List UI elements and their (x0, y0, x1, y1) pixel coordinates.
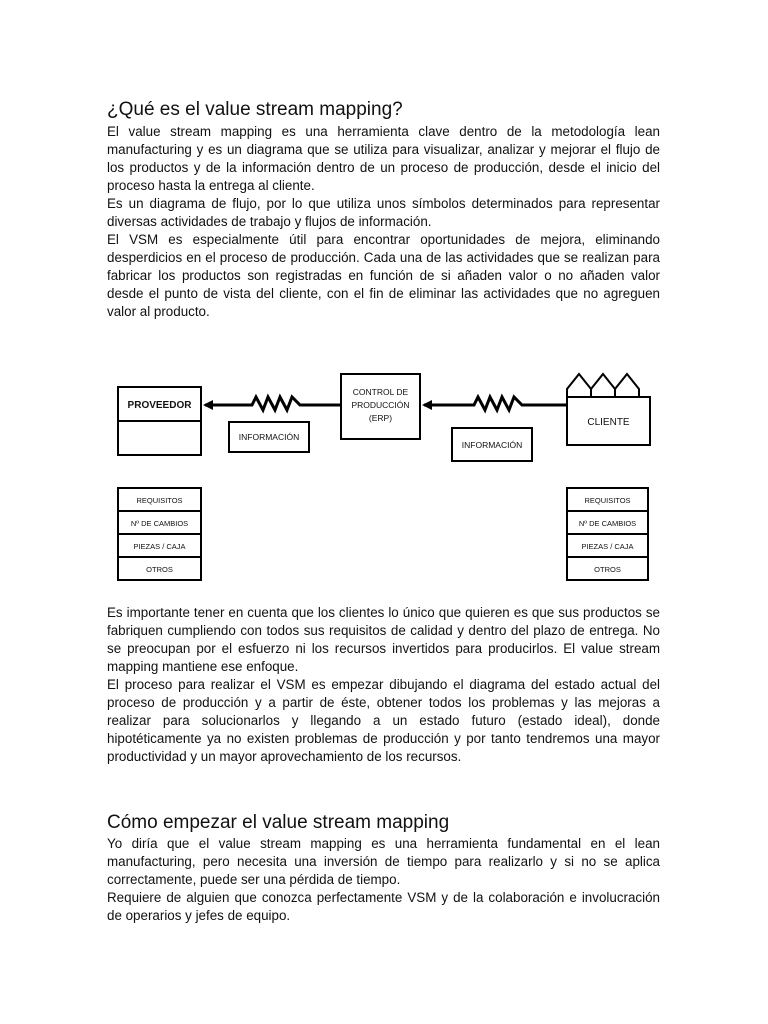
table-cell: REQUISITOS (136, 496, 183, 505)
info-flow-arrow-right (424, 397, 566, 410)
control-label-line-3: (ERP) (368, 413, 393, 423)
control-label-line-2: PRODUCCIÓN (351, 400, 410, 410)
supplier-box (118, 387, 201, 455)
intro-text (107, 123, 660, 321)
paragraph: El proceso para realizar el VSM es empezar dibujando el diagrama del estado actual del proceso de producción y a partir de éste, obtener todos los problemas y las mejoras a realizar para solucionarlos y llegando a un estado futuro (estado ideal), donde hipotéticamente ya no existen problemas de producción y por tanto tendremos una mayor productividad y un mayor aprovechamiento de los recursos. (107, 677, 660, 764)
table-cell: PIEZAS / CAJA (133, 542, 186, 551)
section-heading-what-is-vsm: ¿Qué es el value stream mapping? (107, 99, 403, 120)
production-control-box (341, 374, 420, 439)
info-label-box-left (229, 422, 309, 452)
table-cell: REQUISITOS (584, 496, 631, 505)
info-label-box-right (452, 428, 532, 461)
customer-factory-icon (567, 374, 650, 445)
customer-label: CLIENTE (587, 417, 630, 428)
vsm-diagram (0, 330, 768, 600)
customer-focus-text (107, 604, 660, 766)
supplier-data-table (118, 488, 201, 580)
table-cell: Nº DE CAMBIOS (578, 519, 637, 528)
customer-data-table (567, 488, 648, 580)
info-label-left: INFORMACIÓN (238, 432, 300, 442)
paragraph: Es un diagrama de flujo, por lo que utiliza unos símbolos determinados para representar diversas actividades de trabajo y flujos de información. (107, 196, 660, 229)
table-cell: OTROS (146, 565, 173, 574)
paragraph: Yo diría que el value stream mapping es una herramienta fundamental en el lean manufacturing, pero necesita una inversión de tiempo para realizarlo y si no se aplica correctamente, puede ser una pérdida de tiempo. (107, 836, 660, 887)
supplier-label: PROVEEDOR (127, 400, 192, 411)
control-label-line-1: CONTROL DE (352, 387, 409, 397)
section-heading-how-to-start: Cómo empezar el value stream mapping (107, 812, 450, 833)
info-label-right: INFORMACIÓN (461, 440, 523, 450)
paragraph: El VSM es especialmente útil para encontrar oportunidades de mejora, eliminando desperdicios en el proceso de producción. Cada una de las actividades que se realizan para fabricar los productos son registradas en función de si añaden valor o no añaden valor desde el punto de vista del cliente, con el fin de eliminar las actividades que no agreguen valor al producto. (107, 232, 660, 319)
paragraph: Es importante tener en cuenta que los clientes lo único que quieren es que sus productos se fabriquen cumpliendo con todos sus requisitos de calidad y dentro del plazo de entrega. No se preocupan por el esfuerzo ni los recursos invertidos para producirlos. El value stream mapping mantiene ese enfoque. (107, 605, 660, 674)
paragraph: Requiere de alguien que conozca perfectamente VSM y de la colaboración e involucración de operarios y jefes de equipo. (107, 890, 660, 923)
how-to-start-text (107, 835, 660, 925)
table-cell: Nº DE CAMBIOS (130, 519, 189, 528)
table-cell: PIEZAS / CAJA (581, 542, 634, 551)
table-cell: OTROS (594, 565, 621, 574)
info-flow-arrow-left (205, 397, 340, 410)
paragraph: El value stream mapping es una herramienta clave dentro de la metodología lean manufacturing y es un diagrama que se utiliza para visualizar, analizar y mejorar el flujo de los productos y de la información dentro de un proceso de producción, desde el inicio del proceso hasta la entrega al cliente. (107, 124, 660, 193)
